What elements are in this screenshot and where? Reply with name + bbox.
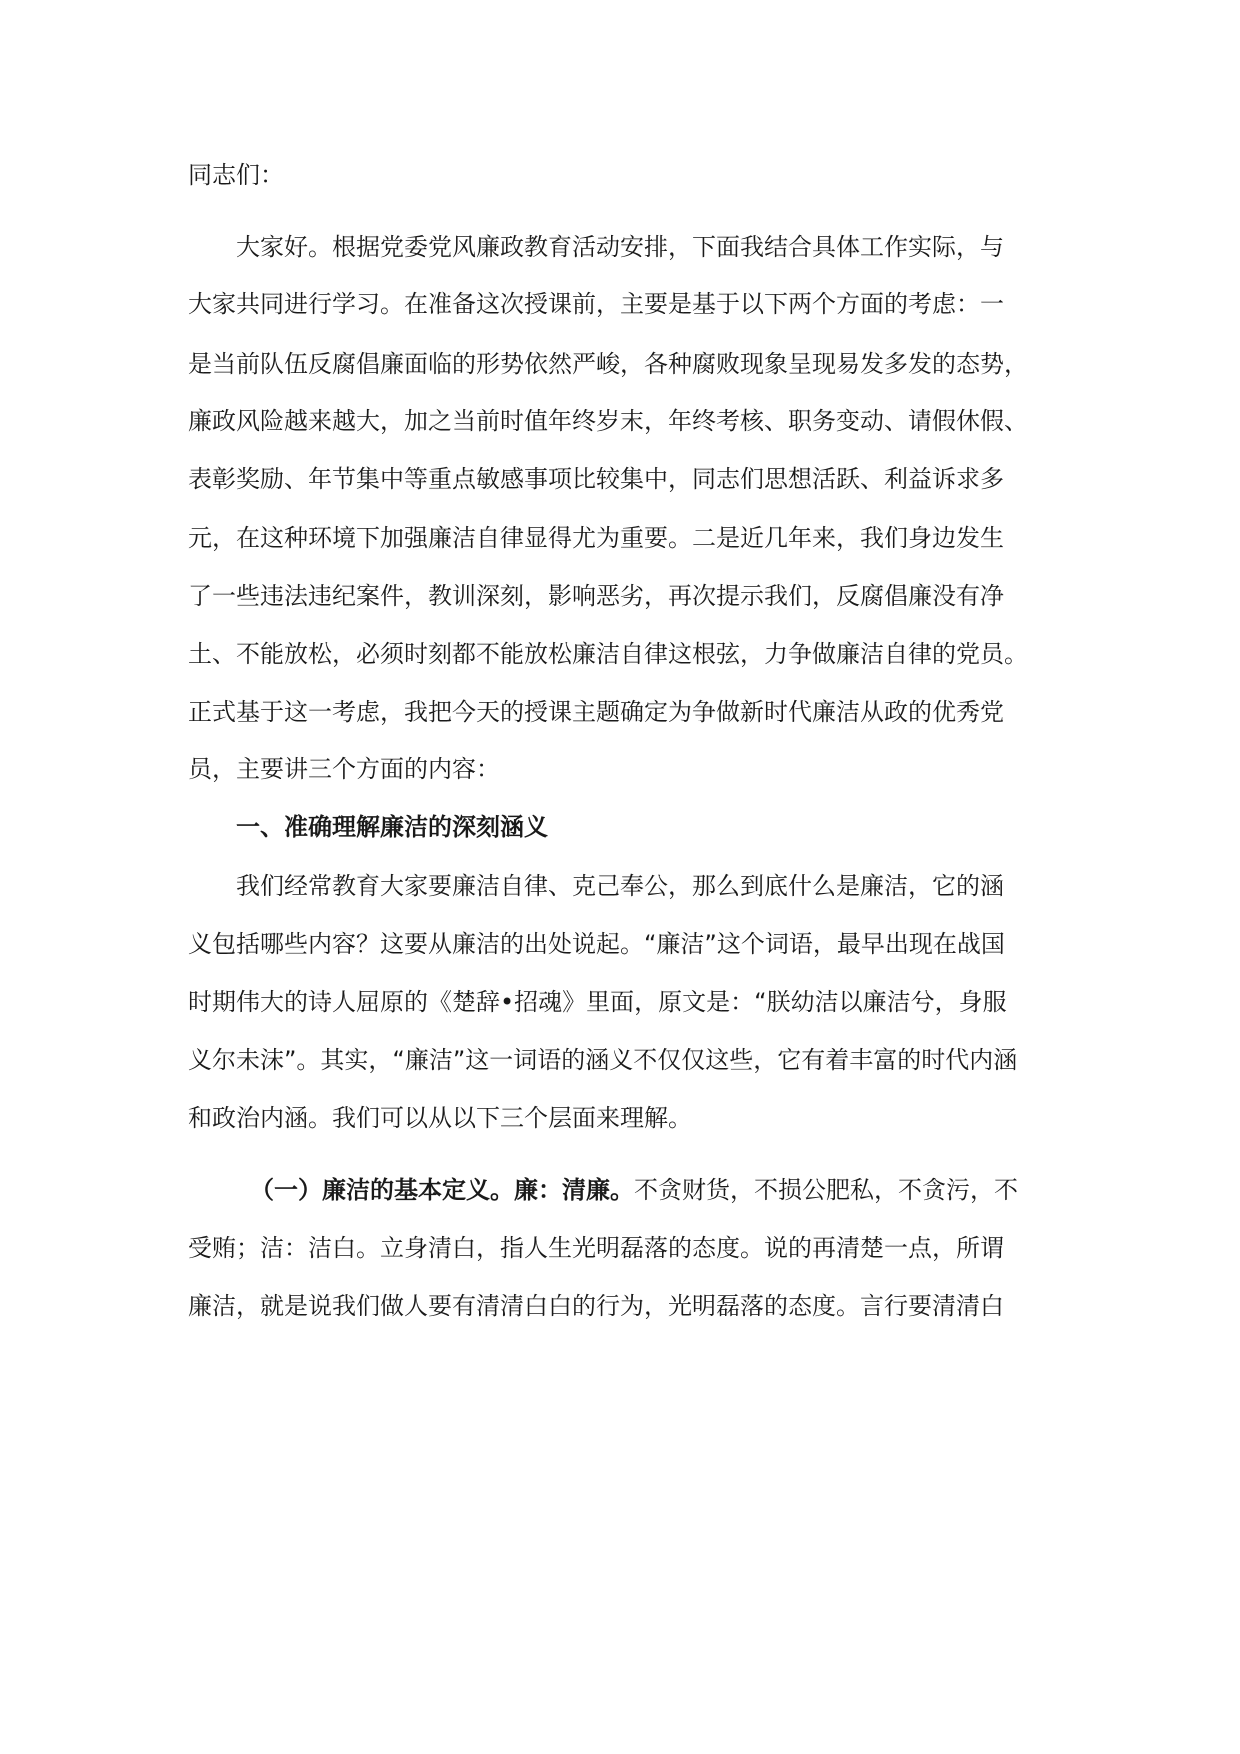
subsection-first-line	[250, 1174, 1068, 1206]
section-paragraph-line: 和政治内涵。我们可以从以下三个层面来理解。	[188, 1104, 692, 1132]
intro-line: 廉政风险越来越大，加之当前时值年终岁末，年终考核、职务变动、请假休假、	[188, 407, 1028, 435]
section-paragraph-line: 时期伟大的诗人屈原的《楚辞•招魂》里面，原文是：“朕幼洁以廉洁兮，身服	[188, 988, 1007, 1016]
subsection-heading: （一）廉洁的基本定义。廉：清廉。	[250, 1176, 634, 1204]
intro-line: 土、不能放松，必须时刻都不能放松廉洁自律这根弦，力争做廉洁自律的党员。	[188, 640, 1028, 668]
salutation: 同志们：	[188, 161, 284, 189]
section-paragraph-line: 我们经常教育大家要廉洁自律、克己奉公，那么到底什么是廉洁，它的涵	[236, 872, 1004, 900]
intro-line: 表彰奖励、年节集中等重点敏感事项比较集中，同志们思想活跃、利益诉求多	[188, 465, 1004, 493]
intro-line: 元，在这种环境下加强廉洁自律显得尤为重要。二是近几年来，我们身边发生	[188, 524, 1004, 552]
intro-line: 大家共同进行学习。在准备这次授课前，主要是基于以下两个方面的考虑：一	[188, 290, 1004, 318]
intro-line: 员，主要讲三个方面的内容：	[188, 755, 500, 783]
intro-line: 大家好。根据党委党风廉政教育活动安排，下面我结合具体工作实际，与	[236, 233, 1004, 261]
section-paragraph-line: 义包括哪些内容？这要从廉洁的出处说起。“廉洁”这个词语，最早出现在战国	[188, 930, 1005, 958]
section-paragraph-line: 义尔未沫”。其实，“廉洁”这一词语的涵义不仅仅这些，它有着丰富的时代内涵	[188, 1046, 1018, 1074]
intro-line: 正式基于这一考虑，我把今天的授课主题确定为争做新时代廉洁从政的优秀党	[188, 698, 1004, 726]
intro-line: 了一些违法违纪案件，教训深刻，影响恶劣，再次提示我们，反腐倡廉没有净	[188, 582, 1004, 610]
subsection-line: 受贿；洁：洁白。立身清白，指人生光明磊落的态度。说的再清楚一点，所谓	[188, 1234, 1004, 1262]
subsection-line: 廉洁，就是说我们做人要有清清白白的行为，光明磊落的态度。言行要清清白	[188, 1292, 1004, 1320]
subsection-text: 不贪财货，不损公肥私，不贪污，不	[634, 1176, 1018, 1204]
section-heading: 一、准确理解廉洁的深刻涵义	[236, 813, 548, 841]
intro-line: 是当前队伍反腐倡廉面临的形势依然严峻，各种腐败现象呈现易发多发的态势，	[188, 350, 1028, 378]
